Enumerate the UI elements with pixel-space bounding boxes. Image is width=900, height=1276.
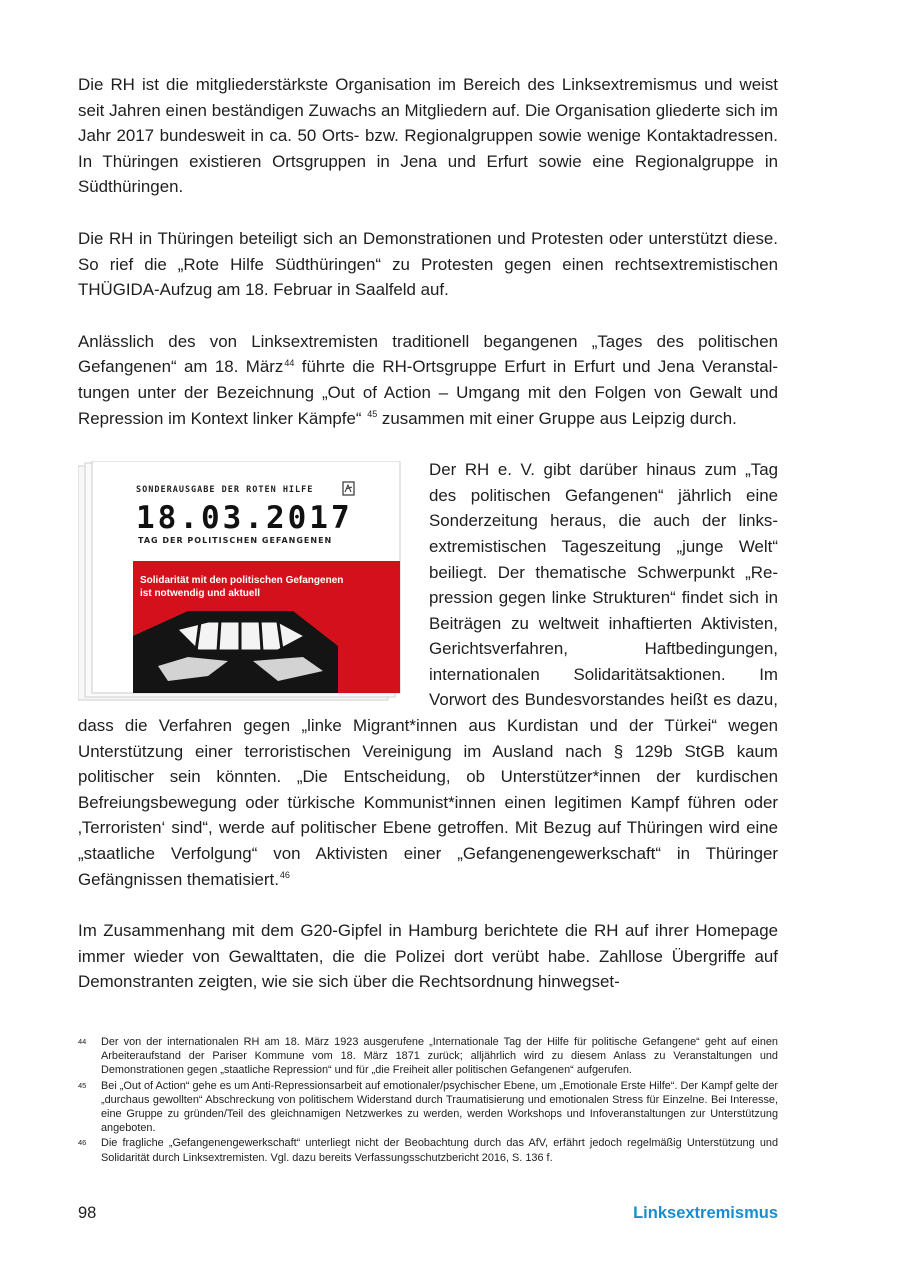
newspaper-cover-svg [78,461,403,706]
footnote-number: 46 [78,1138,87,1148]
cover-date: 18.03.2017 [136,500,353,537]
red-banner-line-1: Solidarität mit den politischen Gefangenen [140,575,344,587]
footnote-text: Der von der internationalen RH am 18. März 1923 ausgerufene „Internationale Tag der Hilfe für politische Gefangene“ geht auf einen Arbeiteraufstand der Pariser Kommune vom 18. März 1871 zurück; alljährlich wird zu diesem Anlass zu Veranstaltungen und Demonstrationen gegen „staatliche Repression“ und für „die Freiheit aller politischen Gefangenen“ aufgerufen. [101,1036,778,1077]
footnote-ref-46[interactable]: 46 [279,870,290,880]
red-banner-line-2: ist notwendig und aktuell [140,588,260,600]
footnote-text: Bei „Out of Action“ gehe es um Anti-Repressionsarbeit auf emotionaler/psychischer Ebene, um „Emotionale Erste Hilfe“. Der Kampf gelte der „durchaus gewollten“ Abschreckung von politischem Widerstand durch Traumatisierung und emotionalen Stress für Einzelne. Bei Interesse, eine Gruppe zu gründen/Teil des gleichnamigen Netzwerkes zu werden, werden Workshops und Infoveranstaltungen zur Unterstützung angeboten. [101,1079,778,1135]
paragraph-3-text-b: führte die RH-Ortsgruppe Erfurt in Erfurt und Jena Veranstaltungen unter der Bezeichnung „Out of Action – Umgang mit den Folgen von Gewalt und Repression im Kontext linker Kämpfe“ [78,357,778,428]
section-title: Linksextremismus [633,1204,778,1222]
paragraph-3 [78,329,778,431]
footnote-ref-44[interactable]: 44 [284,357,295,368]
footnotes-section [78,1035,778,1166]
footnote-number: 45 [78,1080,87,1090]
cover-header: SONDERAUSGABE DER ROTEN HILFE [136,485,314,496]
footnote-text: Die fragliche „Gefangenengewerkschaft“ unterliegt nicht der Beobachtung durch das AfV, erfährt jedoch regelmäßig Unterstützung und Solidarität durch Linksextremisten. Vgl. dazu bereits Verfassungsschutzbericht 2016, S. 136 f. [101,1137,778,1164]
footnote-45 [78,1079,778,1136]
paragraph-1: Die RH ist die mitgliederstärkste Organisation im Bereich des Linksextremismus und weist seit Jahren einen beständigen Zuwachs an Mitgliedern auf. Die Organisation gliederte sich im Jahr 2017 bundesweit in ca. 50 Orts- bzw. Regionalgruppen sowie wenige Kontaktadressen. In Thüringen existieren Ortsgruppen in Jena und Erfurt sowie eine Regionalgruppe in Südthüringen. [78,75,778,197]
footnote-number: 44 [78,1037,87,1046]
page-number: 98 [78,1204,97,1222]
paragraph-4-text: Der RH e. V. gibt darüber hinaus zum „Tag des politischen Gefangenen“ jährlich eine Sonderzeitung heraus, die auch der linksextremistischen Tageszeitung „junge Welt“ beiliegt. Der thematische Schwerpunkt „Repression gegen linke Strukturen“ findet sich in Beiträgen zu weltweit inhaftierten Aktivisten, Gerichtsverfahren, Haftbedingungen, internationalen Solidaritätsaktionen. Im Vorwort des Bundesvorstandes heißt es dazu, dass die Verfahren gegen „linke Migrant*innen aus Kurdistan und der Türkei“ wegen Unterstützung einer terroristischen Vereinigung im Ausland nach § 129b StGB kaum politischer sein könnten. „Die Entscheidung, ob Unterstützer*innen der kurdischen Befreiungsbewegung oder türkische Kommunist*innen einen legitimen Kampf führen oder ‚Terroristen‘ sind“, werde auf politischer Ebene getroffen. Mit Bezug auf Thüringen wird eine „staatliche Verfolgung“ von Aktivisten einer „Gefangenengewerkschaft“ in Thüringer Gefängnissen thematisiert. [78,460,778,889]
paragraph-2: Die RH in Thüringen beteiligt sich an Demonstrationen und Protesten oder unterstützt diese. So rief die „Rote Hilfe Südthüringen“ zu Protesten gegen einen rechtsextremistischen THÜGIDA-Aufzug am 18. Februar in Saalfeld auf. [78,228,778,300]
page-body [78,72,778,1021]
newspaper-cover-image [78,461,403,706]
footnote-46 [78,1136,778,1164]
paragraph-3-text-a: Anlässlich des von Linksextremisten traditionell begangenen „Tages des politischen Gefangenen“ am 18. März [78,331,778,377]
cover-subtitle: TAG DER POLITISCHEN GEFANGENEN [138,536,333,546]
paragraph-5: Im Zusammenhang mit dem G20-Gipfel in Hamburg berichtete die RH auf ihrer Homepage immer wieder von Gewalttaten, die die Polizei dort verübt habe. Zahllose Übergriffe auf Demonstranten zeigten, wie sie sich über die Rechtsordnung hinwegset- [78,921,778,992]
paragraph-3-text-c: zusammen mit einer Gruppe aus Leipzig durch. [377,408,737,428]
footnote-ref-45[interactable]: 45 [367,408,378,419]
footnote-44 [78,1035,778,1078]
paragraph-4-block [78,457,778,892]
